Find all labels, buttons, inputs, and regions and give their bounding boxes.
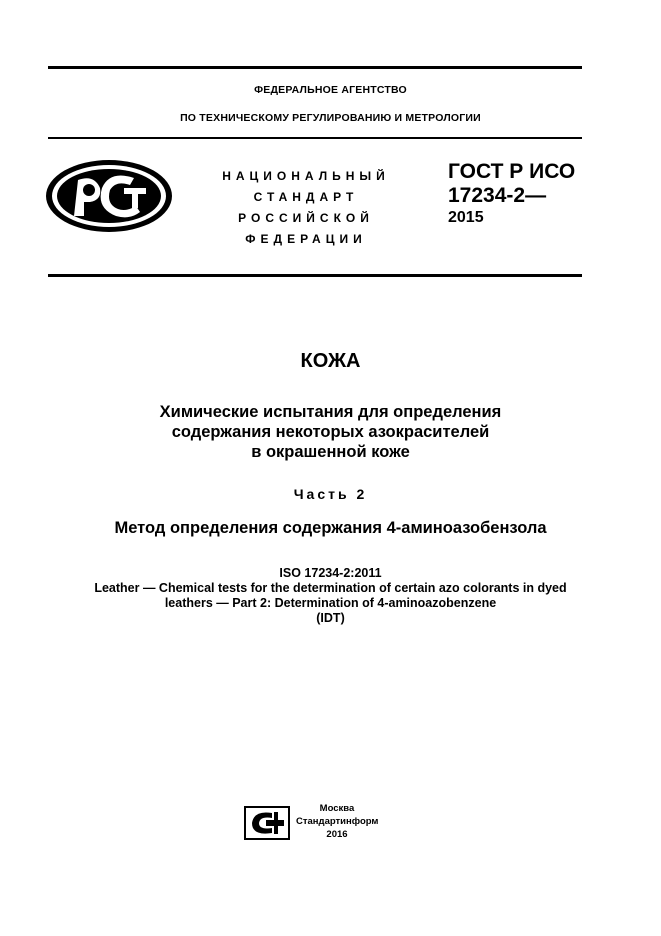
header-divider	[48, 137, 582, 139]
iso-ref: ISO 17234-2:2011	[279, 566, 382, 580]
iso-title-line-1: Leather — Chemical tests for the determination of certain azo colorants in dyed	[94, 581, 567, 595]
national-line-2: СТАНДАРТ	[253, 190, 359, 204]
top-rule	[48, 66, 582, 69]
part-label: Часть 2	[293, 486, 368, 502]
gost-designation	[448, 160, 575, 208]
document-subtitle	[0, 402, 661, 462]
idt-label: (IDT)	[316, 611, 345, 625]
gost-line-1: ГОСТ Р ИСО	[448, 160, 576, 183]
gost-emblem-icon	[44, 158, 174, 234]
iso-title-line-2: leathers — Part 2: Determination of 4-aminoazobenzene	[164, 596, 497, 610]
method-title: Метод определения содержания 4-аминоазобензола	[114, 519, 547, 537]
middle-rule	[48, 274, 582, 277]
national-line-3: РОССИЙСКОЙ	[238, 211, 374, 225]
subtitle-line-3: в окрашенной коже	[251, 443, 410, 461]
agency-line-1: ФЕДЕРАЛЬНОЕ АГЕНТСТВО	[254, 84, 407, 96]
national-line-1: НАЦИОНАЛЬНЫЙ	[222, 169, 390, 183]
publisher-imprint	[296, 802, 378, 841]
national-standard-label	[212, 166, 400, 250]
gost-line-2: 17234-2—	[448, 184, 547, 207]
agency-line-2: ПО ТЕХНИЧЕСКОМУ РЕГУЛИРОВАНИЮ И МЕТРОЛОГИИ	[180, 112, 481, 124]
subtitle-line-2: содержания некоторых азокрасителей	[171, 423, 490, 441]
national-line-4: ФЕДЕРАЦИИ	[245, 232, 367, 246]
publisher-year: 2016	[326, 829, 348, 840]
gost-year: 2015	[448, 209, 484, 226]
document-title: КОЖА	[300, 350, 361, 372]
iso-reference	[0, 566, 661, 626]
publisher-city: Москва	[319, 803, 355, 814]
standartinform-logo-icon	[244, 806, 290, 840]
subtitle-line-1: Химические испытания для определения	[159, 403, 502, 421]
publisher-name: Стандартинформ	[296, 816, 379, 827]
